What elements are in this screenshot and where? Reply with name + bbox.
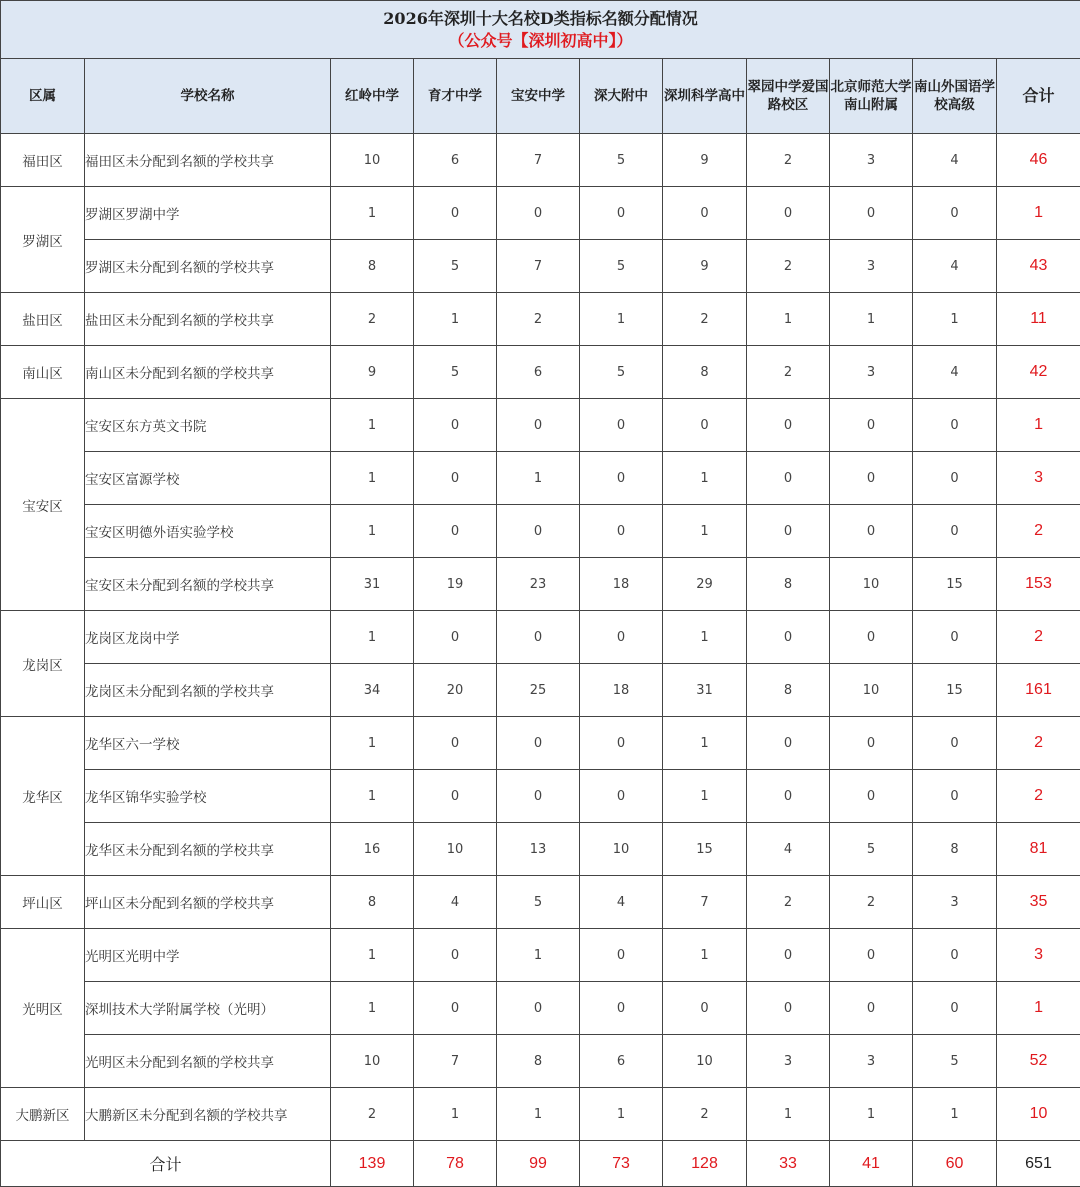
quota-cell: 5 bbox=[913, 1035, 997, 1088]
quota-cell: 0 bbox=[414, 982, 497, 1035]
row-total-cell: 1 bbox=[997, 399, 1080, 452]
quota-cell: 0 bbox=[913, 982, 997, 1035]
school-name-cell: 罗湖区罗湖中学 bbox=[85, 187, 331, 240]
quota-cell: 0 bbox=[580, 505, 663, 558]
row-total-cell: 2 bbox=[997, 717, 1080, 770]
school-name-cell: 大鹏新区未分配到名额的学校共享 bbox=[85, 1088, 331, 1141]
quota-cell: 0 bbox=[414, 717, 497, 770]
quota-cell: 0 bbox=[913, 505, 997, 558]
school-name-cell: 龙岗区龙岗中学 bbox=[85, 611, 331, 664]
quota-cell: 9 bbox=[663, 134, 747, 187]
district-cell: 坪山区 bbox=[1, 876, 85, 929]
table-row bbox=[1, 505, 1080, 558]
school-name-cell: 宝安区富源学校 bbox=[85, 452, 331, 505]
table-row bbox=[1, 770, 1080, 823]
quota-cell: 15 bbox=[663, 823, 747, 876]
quota-cell: 3 bbox=[830, 1035, 913, 1088]
quota-cell: 0 bbox=[414, 399, 497, 452]
quota-cell: 1 bbox=[830, 1088, 913, 1141]
quota-cell: 8 bbox=[747, 664, 830, 717]
header-col-4: 深圳科学高中 bbox=[663, 59, 747, 134]
school-name-cell: 福田区未分配到名额的学校共享 bbox=[85, 134, 331, 187]
row-total-cell: 35 bbox=[997, 876, 1080, 929]
quota-cell: 1 bbox=[331, 929, 414, 982]
quota-cell: 1 bbox=[331, 399, 414, 452]
quota-cell: 13 bbox=[497, 823, 580, 876]
row-total-cell: 2 bbox=[997, 505, 1080, 558]
quota-cell: 0 bbox=[913, 717, 997, 770]
quota-cell: 18 bbox=[580, 558, 663, 611]
school-name-cell: 坪山区未分配到名额的学校共享 bbox=[85, 876, 331, 929]
quota-cell: 3 bbox=[747, 1035, 830, 1088]
quota-cell: 0 bbox=[830, 505, 913, 558]
quota-cell: 3 bbox=[913, 876, 997, 929]
district-cell: 盐田区 bbox=[1, 293, 85, 346]
table-row bbox=[1, 293, 1080, 346]
quota-cell: 5 bbox=[414, 240, 497, 293]
row-total-cell: 2 bbox=[997, 611, 1080, 664]
table-title: 2026年深圳十大名校D类指标名额分配情况 bbox=[1, 8, 1080, 30]
quota-cell: 8 bbox=[497, 1035, 580, 1088]
row-total-cell: 46 bbox=[997, 134, 1080, 187]
table-row bbox=[1, 240, 1080, 293]
quota-cell: 10 bbox=[331, 1035, 414, 1088]
summary-col-5: 33 bbox=[747, 1141, 830, 1187]
quota-cell: 0 bbox=[747, 399, 830, 452]
quota-cell: 1 bbox=[747, 293, 830, 346]
quota-cell: 7 bbox=[497, 240, 580, 293]
quota-cell: 1 bbox=[663, 717, 747, 770]
district-cell: 光明区 bbox=[1, 929, 85, 1088]
table-row bbox=[1, 982, 1080, 1035]
table-row bbox=[1, 452, 1080, 505]
header-col-3: 深大附中 bbox=[580, 59, 663, 134]
row-total-cell: 3 bbox=[997, 452, 1080, 505]
quota-cell: 6 bbox=[414, 134, 497, 187]
quota-cell: 0 bbox=[830, 770, 913, 823]
quota-cell: 3 bbox=[830, 134, 913, 187]
district-cell: 大鹏新区 bbox=[1, 1088, 85, 1141]
quota-cell: 1 bbox=[497, 929, 580, 982]
school-name-cell: 龙岗区未分配到名额的学校共享 bbox=[85, 664, 331, 717]
quota-cell: 0 bbox=[830, 187, 913, 240]
row-total-cell: 3 bbox=[997, 929, 1080, 982]
table-row bbox=[1, 929, 1080, 982]
quota-cell: 5 bbox=[580, 134, 663, 187]
row-total-cell: 161 bbox=[997, 664, 1080, 717]
school-name-cell: 龙华区未分配到名额的学校共享 bbox=[85, 823, 331, 876]
quota-cell: 10 bbox=[663, 1035, 747, 1088]
district-cell: 龙岗区 bbox=[1, 611, 85, 717]
header-row bbox=[1, 59, 1080, 134]
quota-cell: 29 bbox=[663, 558, 747, 611]
quota-cell: 0 bbox=[913, 452, 997, 505]
row-total-cell: 42 bbox=[997, 346, 1080, 399]
row-total-cell: 10 bbox=[997, 1088, 1080, 1141]
quota-cell: 2 bbox=[663, 1088, 747, 1141]
header-total: 合计 bbox=[997, 59, 1080, 134]
quota-cell: 0 bbox=[580, 187, 663, 240]
district-cell: 福田区 bbox=[1, 134, 85, 187]
quota-cell: 0 bbox=[497, 187, 580, 240]
quota-cell: 1 bbox=[497, 1088, 580, 1141]
quota-cell: 1 bbox=[663, 929, 747, 982]
header-col-2: 宝安中学 bbox=[497, 59, 580, 134]
header-col-5: 翠园中学爱国路校区 bbox=[747, 59, 830, 134]
quota-cell: 0 bbox=[913, 770, 997, 823]
quota-cell: 0 bbox=[414, 611, 497, 664]
quota-cell: 2 bbox=[747, 876, 830, 929]
quota-cell: 10 bbox=[580, 823, 663, 876]
quota-cell: 7 bbox=[497, 134, 580, 187]
quota-cell: 2 bbox=[747, 240, 830, 293]
quota-cell: 0 bbox=[497, 505, 580, 558]
quota-cell: 4 bbox=[913, 134, 997, 187]
summary-col-4: 128 bbox=[663, 1141, 747, 1187]
quota-cell: 2 bbox=[663, 293, 747, 346]
quota-cell: 23 bbox=[497, 558, 580, 611]
quota-cell: 3 bbox=[830, 240, 913, 293]
quota-cell: 0 bbox=[830, 929, 913, 982]
row-total-cell: 153 bbox=[997, 558, 1080, 611]
school-name-cell: 龙华区六一学校 bbox=[85, 717, 331, 770]
quota-cell: 0 bbox=[663, 399, 747, 452]
quota-cell: 0 bbox=[580, 611, 663, 664]
quota-cell: 4 bbox=[414, 876, 497, 929]
table-row bbox=[1, 664, 1080, 717]
quota-cell: 1 bbox=[663, 505, 747, 558]
district-cell: 罗湖区 bbox=[1, 187, 85, 293]
school-name-cell: 宝安区明德外语实验学校 bbox=[85, 505, 331, 558]
summary-col-2: 99 bbox=[497, 1141, 580, 1187]
quota-cell: 1 bbox=[663, 611, 747, 664]
quota-cell: 2 bbox=[830, 876, 913, 929]
quota-cell: 5 bbox=[414, 346, 497, 399]
table-row bbox=[1, 346, 1080, 399]
table-title-cell bbox=[1, 1, 1080, 59]
quota-cell: 10 bbox=[830, 558, 913, 611]
summary-col-0: 139 bbox=[331, 1141, 414, 1187]
row-total-cell: 1 bbox=[997, 982, 1080, 1035]
quota-cell: 0 bbox=[747, 452, 830, 505]
table-row bbox=[1, 1088, 1080, 1141]
quota-cell: 4 bbox=[913, 346, 997, 399]
quota-cell: 10 bbox=[830, 664, 913, 717]
table-row bbox=[1, 187, 1080, 240]
quota-cell: 1 bbox=[913, 1088, 997, 1141]
quota-cell: 1 bbox=[747, 1088, 830, 1141]
quota-cell: 0 bbox=[663, 187, 747, 240]
header-col-1: 育才中学 bbox=[414, 59, 497, 134]
quota-cell: 1 bbox=[331, 187, 414, 240]
quota-cell: 8 bbox=[747, 558, 830, 611]
quota-cell: 0 bbox=[913, 929, 997, 982]
quota-cell: 1 bbox=[580, 293, 663, 346]
quota-cell: 1 bbox=[331, 717, 414, 770]
table-row bbox=[1, 558, 1080, 611]
table-subtitle: （公众号【深圳初高中】） bbox=[1, 30, 1080, 52]
school-name-cell: 罗湖区未分配到名额的学校共享 bbox=[85, 240, 331, 293]
quota-cell: 2 bbox=[747, 134, 830, 187]
district-cell: 南山区 bbox=[1, 346, 85, 399]
quota-cell: 18 bbox=[580, 664, 663, 717]
quota-cell: 0 bbox=[663, 982, 747, 1035]
school-name-cell: 宝安区东方英文书院 bbox=[85, 399, 331, 452]
summary-col-3: 73 bbox=[580, 1141, 663, 1187]
quota-cell: 1 bbox=[331, 611, 414, 664]
quota-cell: 1 bbox=[414, 1088, 497, 1141]
row-total-cell: 52 bbox=[997, 1035, 1080, 1088]
table-row bbox=[1, 134, 1080, 187]
table-row bbox=[1, 611, 1080, 664]
quota-cell: 2 bbox=[747, 346, 830, 399]
header-col-0: 红岭中学 bbox=[331, 59, 414, 134]
row-total-cell: 11 bbox=[997, 293, 1080, 346]
district-cell: 宝安区 bbox=[1, 399, 85, 611]
row-total-cell: 43 bbox=[997, 240, 1080, 293]
summary-col-7: 60 bbox=[913, 1141, 997, 1187]
quota-cell: 4 bbox=[913, 240, 997, 293]
quota-cell: 1 bbox=[663, 452, 747, 505]
table-row bbox=[1, 823, 1080, 876]
quota-cell: 0 bbox=[414, 505, 497, 558]
quota-cell: 8 bbox=[331, 876, 414, 929]
quota-cell: 0 bbox=[830, 452, 913, 505]
summary-col-1: 78 bbox=[414, 1141, 497, 1187]
quota-cell: 0 bbox=[497, 770, 580, 823]
quota-cell: 15 bbox=[913, 664, 997, 717]
quota-cell: 5 bbox=[830, 823, 913, 876]
quota-cell: 19 bbox=[414, 558, 497, 611]
school-name-cell: 宝安区未分配到名额的学校共享 bbox=[85, 558, 331, 611]
table-row bbox=[1, 1035, 1080, 1088]
quota-cell: 2 bbox=[331, 1088, 414, 1141]
quota-cell: 1 bbox=[331, 505, 414, 558]
quota-cell: 7 bbox=[663, 876, 747, 929]
quota-cell: 16 bbox=[331, 823, 414, 876]
quota-cell: 0 bbox=[747, 982, 830, 1035]
quota-cell: 1 bbox=[830, 293, 913, 346]
quota-cell: 0 bbox=[414, 452, 497, 505]
quota-cell: 7 bbox=[414, 1035, 497, 1088]
quota-cell: 0 bbox=[414, 187, 497, 240]
quota-cell: 9 bbox=[331, 346, 414, 399]
summary-row bbox=[1, 1141, 1080, 1187]
quota-cell: 10 bbox=[414, 823, 497, 876]
quota-cell: 4 bbox=[580, 876, 663, 929]
quota-cell: 10 bbox=[331, 134, 414, 187]
quota-cell: 34 bbox=[331, 664, 414, 717]
quota-cell: 0 bbox=[414, 770, 497, 823]
quota-cell: 20 bbox=[414, 664, 497, 717]
header-district: 区属 bbox=[1, 59, 85, 134]
quota-cell: 3 bbox=[830, 346, 913, 399]
school-name-cell: 盐田区未分配到名额的学校共享 bbox=[85, 293, 331, 346]
quota-cell: 25 bbox=[497, 664, 580, 717]
quota-cell: 1 bbox=[331, 770, 414, 823]
quota-cell: 0 bbox=[580, 399, 663, 452]
quota-cell: 1 bbox=[497, 452, 580, 505]
quota-cell: 1 bbox=[414, 293, 497, 346]
quota-cell: 2 bbox=[497, 293, 580, 346]
quota-cell: 8 bbox=[663, 346, 747, 399]
school-name-cell: 龙华区锦华实验学校 bbox=[85, 770, 331, 823]
table-row bbox=[1, 717, 1080, 770]
quota-cell: 5 bbox=[580, 240, 663, 293]
quota-cell: 0 bbox=[580, 929, 663, 982]
quota-cell: 0 bbox=[497, 399, 580, 452]
header-school: 学校名称 bbox=[85, 59, 331, 134]
quota-cell: 15 bbox=[913, 558, 997, 611]
row-total-cell: 2 bbox=[997, 770, 1080, 823]
summary-label: 合计 bbox=[1, 1141, 331, 1187]
quota-cell: 0 bbox=[414, 929, 497, 982]
quota-cell: 1 bbox=[331, 452, 414, 505]
row-total-cell: 81 bbox=[997, 823, 1080, 876]
school-name-cell: 光明区光明中学 bbox=[85, 929, 331, 982]
header-col-6: 北京师范大学南山附属 bbox=[830, 59, 913, 134]
quota-cell: 0 bbox=[497, 717, 580, 770]
quota-cell: 5 bbox=[580, 346, 663, 399]
quota-cell: 9 bbox=[663, 240, 747, 293]
quota-cell: 1 bbox=[331, 982, 414, 1035]
table-row bbox=[1, 399, 1080, 452]
school-name-cell: 深圳技术大学附属学校（光明） bbox=[85, 982, 331, 1035]
school-name-cell: 光明区未分配到名额的学校共享 bbox=[85, 1035, 331, 1088]
quota-cell: 0 bbox=[747, 611, 830, 664]
quota-cell: 1 bbox=[663, 770, 747, 823]
quota-cell: 4 bbox=[747, 823, 830, 876]
quota-cell: 0 bbox=[913, 187, 997, 240]
quota-cell: 0 bbox=[747, 187, 830, 240]
quota-cell: 1 bbox=[580, 1088, 663, 1141]
quota-cell: 0 bbox=[830, 399, 913, 452]
quota-cell: 0 bbox=[580, 770, 663, 823]
quota-cell: 0 bbox=[913, 611, 997, 664]
quota-cell: 0 bbox=[747, 505, 830, 558]
row-total-cell: 1 bbox=[997, 187, 1080, 240]
table-body bbox=[1, 134, 1080, 1141]
table-row bbox=[1, 876, 1080, 929]
quota-cell: 0 bbox=[497, 611, 580, 664]
quota-cell: 0 bbox=[580, 452, 663, 505]
quota-cell: 0 bbox=[913, 399, 997, 452]
quota-cell: 0 bbox=[747, 929, 830, 982]
summary-col-6: 41 bbox=[830, 1141, 913, 1187]
quota-cell: 6 bbox=[497, 346, 580, 399]
quota-cell: 2 bbox=[331, 293, 414, 346]
quota-cell: 0 bbox=[830, 611, 913, 664]
quota-cell: 0 bbox=[580, 982, 663, 1035]
quota-cell: 8 bbox=[331, 240, 414, 293]
quota-cell: 0 bbox=[830, 982, 913, 1035]
quota-cell: 8 bbox=[913, 823, 997, 876]
quota-cell: 0 bbox=[497, 982, 580, 1035]
summary-grand-total: 651 bbox=[997, 1141, 1080, 1187]
quota-cell: 5 bbox=[497, 876, 580, 929]
district-cell: 龙华区 bbox=[1, 717, 85, 876]
quota-cell: 31 bbox=[663, 664, 747, 717]
quota-cell: 1 bbox=[913, 293, 997, 346]
quota-cell: 6 bbox=[580, 1035, 663, 1088]
quota-cell: 0 bbox=[747, 770, 830, 823]
school-name-cell: 南山区未分配到名额的学校共享 bbox=[85, 346, 331, 399]
header-col-7: 南山外国语学校高级 bbox=[913, 59, 997, 134]
quota-cell: 31 bbox=[331, 558, 414, 611]
quota-cell: 0 bbox=[580, 717, 663, 770]
quota-cell: 0 bbox=[830, 717, 913, 770]
quota-cell: 0 bbox=[747, 717, 830, 770]
